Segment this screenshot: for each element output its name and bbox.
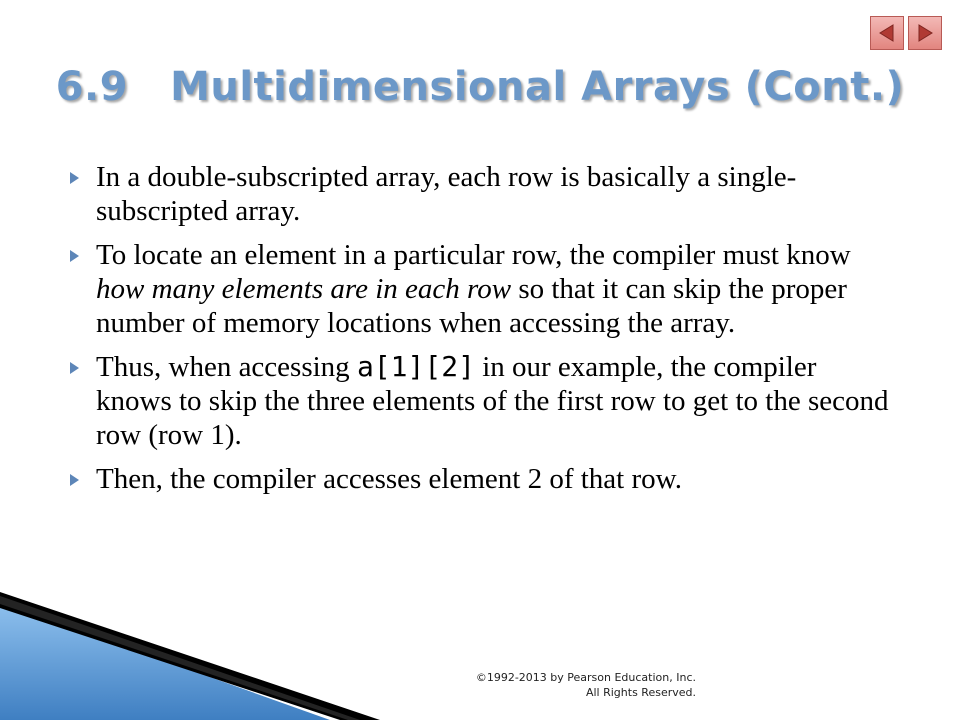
triangle-right-icon	[914, 22, 936, 44]
slide-navigation	[870, 16, 942, 50]
bullet-text: in our example, the compiler knows to skip the three elements of the first row to get to the second row (row 1).	[96, 351, 889, 451]
copyright-notice	[476, 670, 696, 700]
bullet-arrow-icon	[70, 250, 79, 262]
bullet-item	[70, 238, 890, 340]
bullet-item	[70, 160, 890, 228]
bullet-item	[70, 350, 890, 452]
rights-line: All Rights Reserved.	[585, 686, 696, 699]
section-number: 6.9	[55, 64, 129, 110]
next-slide-button[interactable]	[908, 16, 942, 50]
bullet-text: so that it can skip the proper number of memory locations when accessing the array.	[96, 273, 847, 339]
previous-slide-button[interactable]	[870, 16, 904, 50]
copyright-line: ©1992-2013 by Pearson Education, Inc.	[475, 671, 696, 684]
bullet-text: To locate an element in a particular row, the compiler must know	[96, 239, 851, 271]
bullet-arrow-icon	[70, 474, 79, 486]
bullet-arrow-icon	[70, 362, 79, 374]
bullet-text: Then, the compiler accesses element 2 of that row.	[96, 463, 682, 495]
bullet-text: In a double-subscripted array, each row is basically a single-subscripted array.	[96, 161, 797, 227]
slide-title	[0, 64, 960, 110]
triangle-left-icon	[876, 22, 898, 44]
code-snippet: a[1][2]	[356, 350, 475, 383]
bullet-item	[70, 462, 890, 496]
title-text: Multidimensional Arrays (Cont.)	[170, 64, 905, 110]
bullet-arrow-icon	[70, 172, 79, 184]
bullet-text: Thus, when accessing	[96, 351, 357, 383]
bullet-list	[70, 160, 890, 506]
bullet-emphasis: how many elements are in each row	[96, 273, 512, 305]
